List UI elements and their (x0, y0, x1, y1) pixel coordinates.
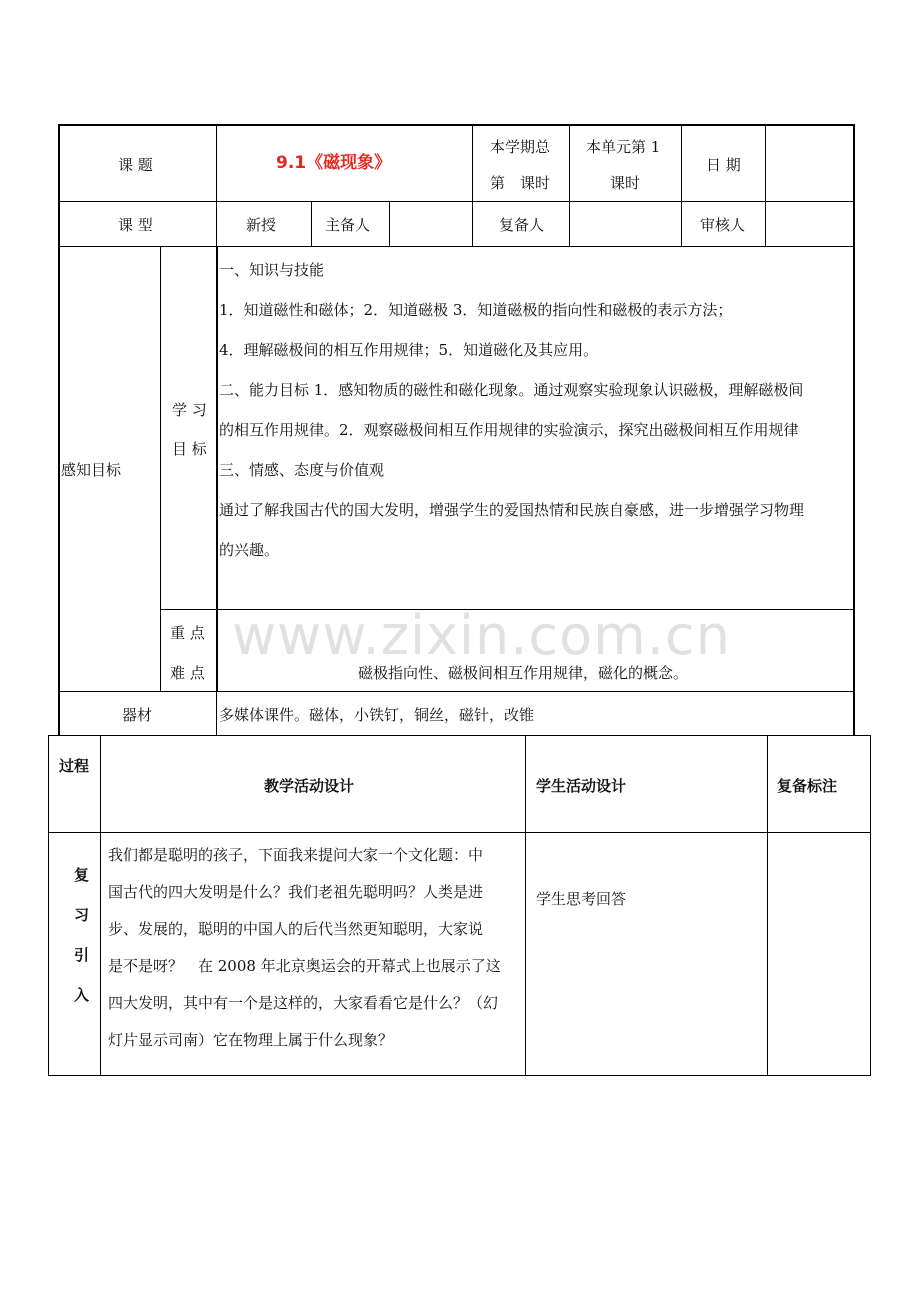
unit-lesson-line1: 本单元第 1 (586, 138, 661, 156)
lesson-title: 9.1《磁现象》 (276, 153, 392, 173)
topic-label: 课 题 (118, 156, 153, 174)
term-total-line2: 第 课时 (490, 174, 551, 192)
objective-line-8: 的兴趣。 (219, 541, 280, 559)
key-points-line2: 难 点 (170, 664, 205, 682)
stage-char-4: 入 (74, 986, 90, 1004)
type-value: 新授 (246, 216, 277, 234)
equipment-label: 器材 (122, 706, 153, 724)
header-teaching: 教学活动设计 (264, 777, 355, 795)
objective-line-5: 的相互作用规律。2．观察磁极间相互作用规律的实验演示，探究出磁极间相互作用规律 (219, 421, 799, 439)
teaching-line-1: 我们都是聪明的孩子，下面我来提问大家一个文化题：中 (108, 846, 484, 864)
objective-line-1: 一、知识与技能 (219, 261, 325, 279)
learning-goal-line2: 目 标 (172, 440, 207, 458)
term-total-line1: 本学期总 (490, 138, 551, 156)
objective-line-4: 二、能力目标 1．感知物质的磁性和磁化现象。通过观察实验现象认识磁极，理解磁极间 (219, 381, 804, 399)
type-label: 课 型 (118, 216, 153, 234)
key-points-value: 磁极指向性、磁极间相互作用规律，磁化的概念。 (358, 664, 689, 682)
teaching-line-6: 灯片显示司南）它在物理上属于什么现象？ (108, 1031, 394, 1049)
header-review-note: 复备标注 (777, 777, 838, 795)
learning-goal-line1: 学 习 (172, 401, 207, 419)
review-preparer-label: 复备人 (499, 216, 545, 234)
teaching-line-2: 国古代的四大发明是什么？我们老祖先聪明吗？人类是进 (108, 883, 484, 901)
header-student: 学生活动设计 (536, 777, 627, 795)
objective-line-6: 三、情感、态度与价值观 (219, 461, 385, 479)
teaching-line-4: 是不是呀？ 在 2008 年北京奥运会的开幕式上也展示了这 (108, 957, 501, 975)
auditor-label: 审核人 (700, 216, 746, 234)
student-activity: 学生思考回答 (536, 890, 627, 908)
objective-line-2: 1．知道磁性和磁体；2．知道磁极 3．知道磁极的指向性和磁极的表示方法； (219, 301, 733, 319)
watermark: www.zixin.com.cn (232, 604, 731, 667)
stage-char-3: 引 (74, 946, 90, 964)
teaching-line-3: 步、发展的，聪明的中国人的后代当然更知聪明，大家说 (108, 920, 484, 938)
stage-char-2: 习 (74, 906, 90, 924)
objective-line-3: 4．理解磁极间的相互作用规律；5．知道磁化及其应用。 (219, 341, 599, 359)
date-label: 日 期 (706, 156, 741, 174)
header-process: 过程 (59, 757, 90, 775)
main-preparer-label: 主备人 (325, 216, 371, 234)
unit-lesson-line2: 课时 (610, 174, 641, 192)
teaching-line-5: 四大发明，其中有一个是这样的，大家看看它是什么？（幻 (108, 994, 499, 1012)
key-points-line1: 重 点 (170, 624, 205, 642)
equipment-value: 多媒体课件。磁体，小铁钉，铜丝，磁针，改锥 (219, 706, 535, 724)
objective-line-7: 通过了解我国古代的国大发明，增强学生的爱国热情和民族自豪感，进一步增强学习物理 (219, 501, 805, 519)
objectives-group-label: 感知目标 (61, 461, 122, 479)
stage-char-1: 复 (74, 866, 90, 884)
